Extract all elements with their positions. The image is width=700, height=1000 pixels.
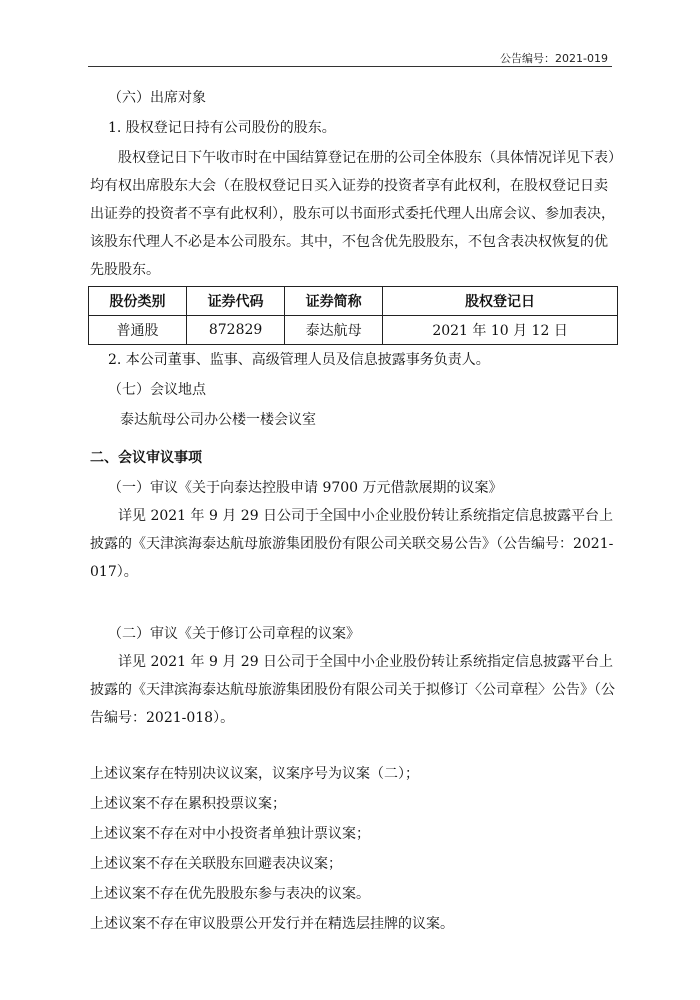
attendees-heading: （六）出席对象 — [108, 90, 206, 106]
attendees-paragraph: 股权登记日下午收市时在中国结算登记在册的公司全体股东（具体情况详见下表）均有权出席股东大会（在股权登记日买入证券的投资者享有此权利，在股权登记日卖出证券的投资者不享有此权利），股东可以书面形式委托代理人出席会议、参加表决，该股东代理人不必是本公司股东。其中，不包含优先股股东，不包含表决权恢复的优先股股东。 — [90, 150, 615, 278]
col-security-abbr: 证券简称 — [285, 287, 383, 316]
announcement-number: 公告编号：2021-019 — [500, 52, 608, 65]
note-related-recusal: 上述议案不存在关联股东回避表决议案； — [90, 856, 342, 872]
attendees-item-2: 2. 本公司董事、监事、高级管理人员及信息披露事务负责人。 — [108, 352, 490, 368]
proposal-1-title: （一）审议《关于向泰达控股申请 9700 万元借款展期的议案》 — [108, 480, 503, 496]
col-share-class: 股份类别 — [89, 287, 187, 316]
cell-share-class: 普通股 — [89, 316, 187, 345]
col-security-code: 证券代码 — [187, 287, 285, 316]
proposal-2-title: （二）审议《关于修订公司章程的议案》 — [108, 626, 360, 642]
note-preferred-voting: 上述议案不存在优先股股东参与表决的议案。 — [90, 886, 370, 902]
cell-record-date: 2021 年 10 月 12 日 — [383, 316, 618, 345]
note-cumulative-voting: 上述议案不存在累积投票议案； — [90, 796, 286, 812]
col-record-date: 股权登记日 — [383, 287, 618, 316]
table-row — [89, 316, 618, 345]
header-divider — [88, 66, 612, 67]
proposal-2-text: 详见 2021 年 9 月 29 日公司于全国中小企业股份转让系统指定信息披露平台上披露的《天津滨海泰达航母旅游集团股份有限公司关于拟修订〈公司章程〉公告》（公告编号：2021-018）。 — [90, 654, 615, 726]
cell-security-abbr: 泰达航母 — [285, 316, 383, 345]
note-special-resolution: 上述议案存在特别决议议案，议案序号为议案（二）； — [90, 766, 419, 782]
table-header-row — [89, 287, 618, 316]
share-registration-table — [88, 286, 618, 345]
attendees-item-1: 1. 股权登记日持有公司股份的股东。 — [108, 120, 336, 136]
note-minority-counting: 上述议案不存在对中小投资者单独计票议案； — [90, 826, 370, 842]
note-public-offering: 上述议案不存在审议股票公开发行并在精选层挂牌的议案。 — [90, 916, 454, 932]
proposal-1-text: 详见 2021 年 9 月 29 日公司于全国中小企业股份转让系统指定信息披露平台上披露的《天津滨海泰达航母旅游集团股份有限公司关联交易公告》（公告编号：2021-017）。 — [90, 508, 614, 580]
venue-heading: （七）会议地点 — [108, 382, 206, 398]
section-heading-agenda: 二、会议审议事项 — [90, 450, 202, 466]
venue-location: 泰达航母公司办公楼一楼会议室 — [120, 412, 316, 428]
cell-security-code: 872829 — [187, 316, 285, 345]
